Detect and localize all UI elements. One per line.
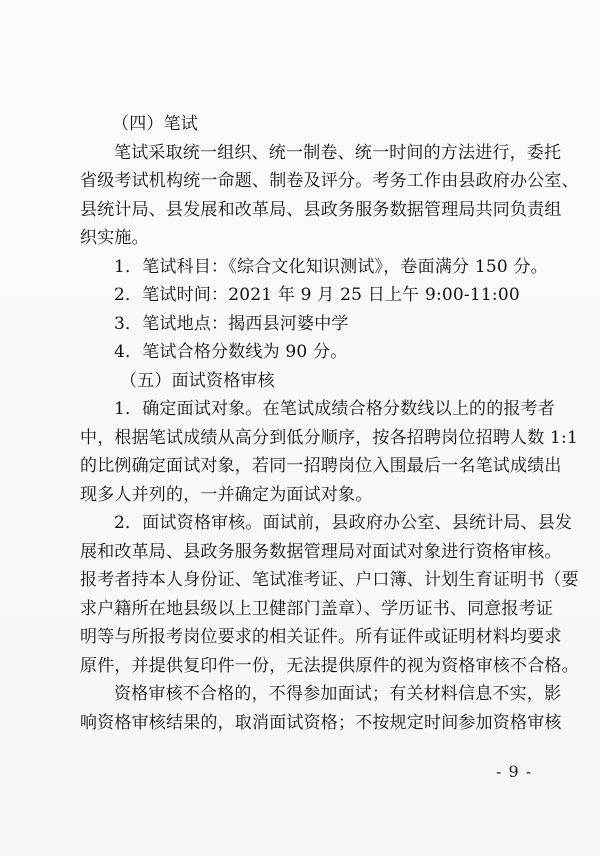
page-number: - 9 -: [496, 762, 533, 781]
paragraph-line: 求户籍所在地县级以上卫健部门盖章）、学历证书、同意报考证: [80, 598, 554, 619]
list-item: 4．笔试合格分数线为 90 分。: [114, 342, 348, 362]
list-item: 3．笔试地点：揭西县河婆中学: [114, 313, 349, 334]
paragraph-line: 的比例确定面试对象，若同一招聘岗位入围最后一名笔试成绩出: [80, 456, 562, 476]
paragraph-line: 资格审核不合格的，不得参加面试；有关材料信息不实，影: [114, 684, 562, 704]
paragraph-line: 展和改革局、县政务服务数据管理局对面试对象进行资格审核。: [80, 541, 562, 562]
paragraph-line: 现多人并列的，一并确定为面试对象。: [80, 484, 373, 505]
paragraph-line: 县统计局、县发展和改革局、县政务服务数据管理局共同负责组: [80, 199, 562, 220]
paragraph-line: 明等与所报考岗位要求的相关证件。所有证件或证明材料均要求: [80, 627, 562, 647]
list-item: 1．笔试科目：《综合文化知识测试》，卷面满分 150 分。: [114, 256, 548, 277]
paragraph-line: 2．面试资格审核。面试前，县政府办公室、县统计局、县发: [114, 513, 573, 533]
paragraph-line: 笔试采取统一组织、统一制卷、统一时间的方法进行，委托: [114, 142, 562, 163]
document-body: [80, 110, 579, 737]
paragraph-line: 中，根据笔试成绩从高分到低分顺序，按各招聘岗位招聘人数 1:1: [80, 427, 578, 448]
paragraph-line: 响资格审核结果的，取消面试资格；不按规定时间参加资格审核: [80, 712, 562, 733]
paragraph-line: 原件，并提供复印件一份，无法提供原件的视为资格审核不合格。: [80, 655, 579, 676]
paragraph-line: 织实施。: [80, 228, 149, 248]
section-heading-interview-qualification: （五）面试资格审核: [120, 370, 275, 391]
paragraph-line: 1．确定面试对象。在笔试成绩合格分数线以上的的报考者: [114, 399, 556, 419]
section-heading-written-exam: （四）笔试: [112, 114, 198, 134]
paragraph-line: 省级考试机构统一命题、制卷及评分。考务工作由县政府办公室、: [80, 171, 579, 191]
paragraph-line: 报考者持本人身份证、笔试准考证、户口簿、计划生育证明书（要: [80, 570, 579, 590]
list-item: 2．笔试时间：2021 年 9 月 25 日上午 9:00-11:00: [114, 285, 520, 305]
